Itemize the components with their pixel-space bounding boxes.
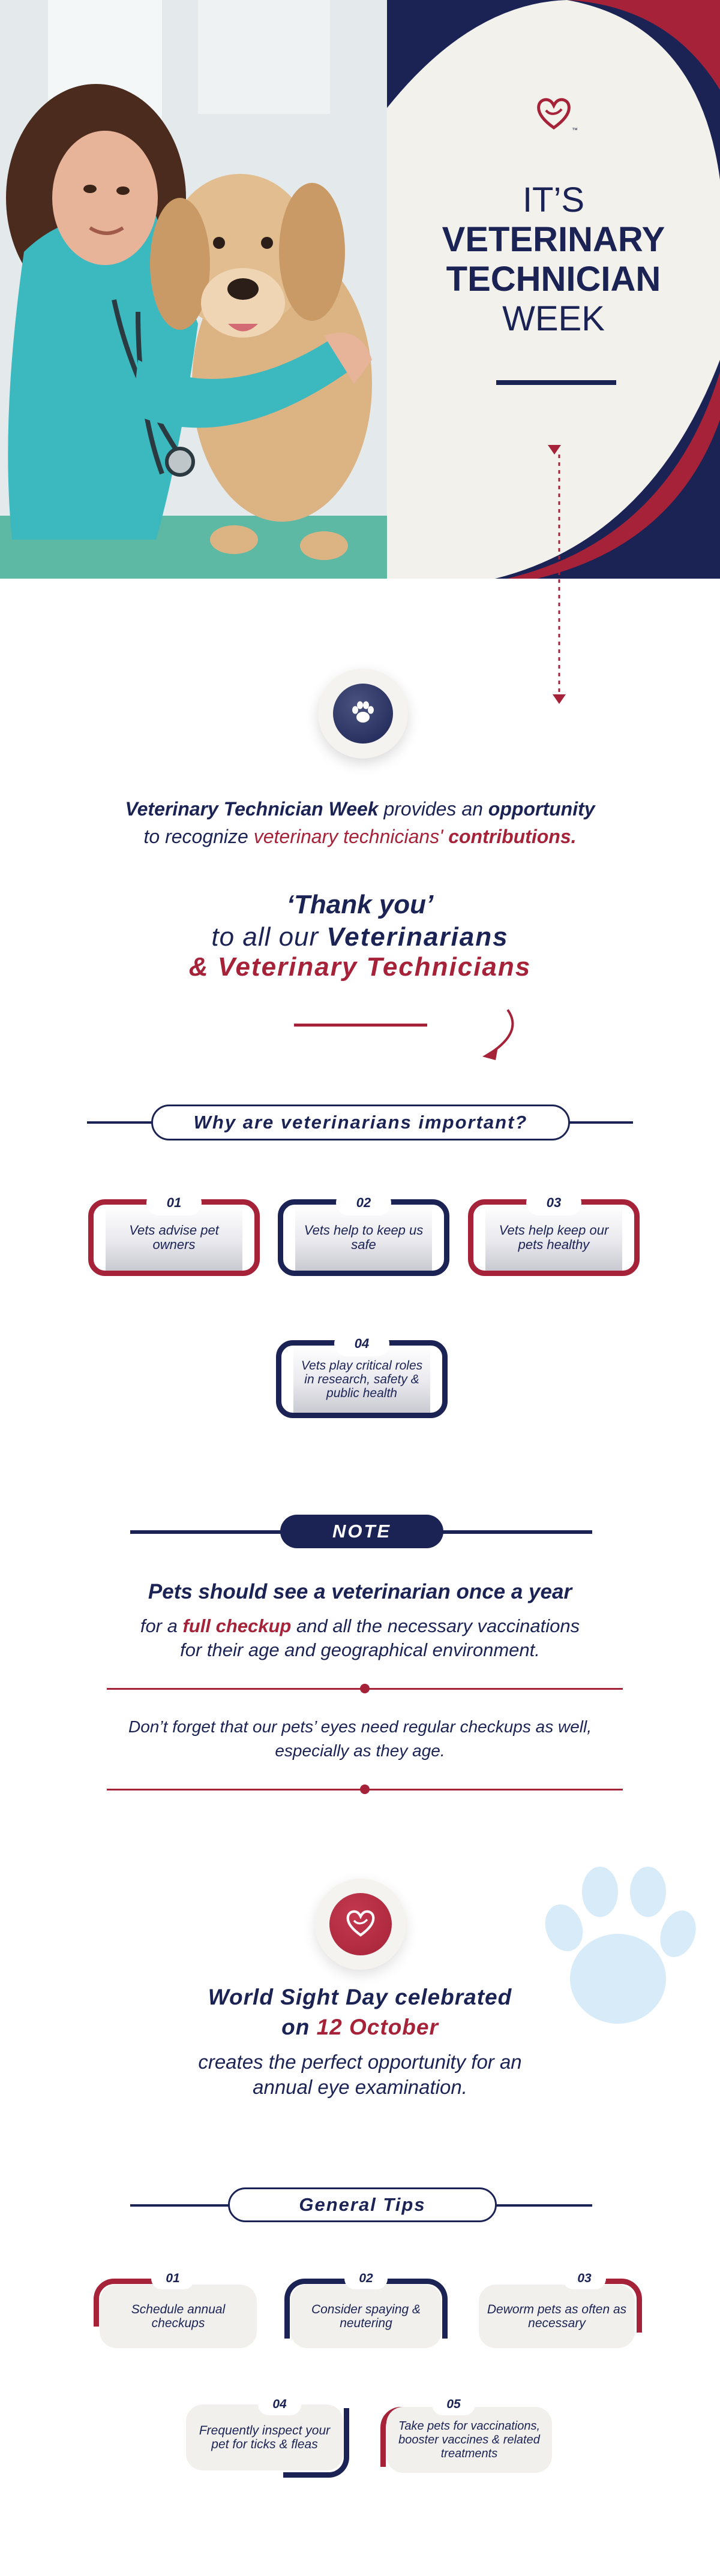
why-card-03 <box>468 1195 640 1276</box>
sight-description: creates the perfect opportunity for an annual eye examination. <box>198 2051 522 2098</box>
veterinarians-text: Veterinarians <box>326 922 509 952</box>
sight-on: on <box>281 2015 317 2039</box>
intro-text-a: provides an <box>378 798 488 820</box>
tip-text: Consider spaying & neutering <box>290 2285 442 2348</box>
hero-banner <box>0 0 720 579</box>
why-card-number: 03 <box>526 1190 581 1215</box>
intro-technicians: veterinary technicians' <box>253 826 443 847</box>
thanks-to-vets <box>60 922 660 952</box>
intro-text-b: to recognize <box>143 826 254 847</box>
tip-text: Schedule annual checkups <box>100 2285 257 2348</box>
red-divider <box>294 1024 427 1027</box>
why-card-04 <box>276 1336 448 1418</box>
vet-with-dog-illustration <box>0 0 387 579</box>
tip-number: 03 <box>563 2268 606 2289</box>
why-card-text: Vets help keep our pets healthy <box>485 1205 622 1271</box>
sight-line-2 <box>60 2015 660 2040</box>
heart-logo-icon <box>535 95 572 132</box>
note-badge: NOTE <box>280 1515 443 1548</box>
why-card-text: Vets help to keep us safe <box>295 1205 432 1271</box>
hero-title-technician: TECHNICIAN <box>446 260 661 299</box>
tip-number: 04 <box>258 2394 301 2415</box>
tip-05 <box>384 2397 547 2474</box>
why-card-02 <box>278 1195 449 1276</box>
tip-text: Frequently inspect your pet for ticks & fleas <box>186 2405 343 2470</box>
note-headline: Pets should see a veterinarian once a year <box>148 1580 572 1603</box>
tips-title: General Tips <box>228 2187 497 2222</box>
triangle-down-icon <box>548 445 561 455</box>
tip-number: 05 <box>432 2394 475 2415</box>
dashed-connector <box>552 455 566 706</box>
why-card-01 <box>88 1195 260 1276</box>
note-vaccinations: necessary vaccinations <box>387 1615 580 1636</box>
thanks-to-techs: & Veterinary Technicians <box>188 952 532 982</box>
tip-text: Deworm pets as often as necessary <box>479 2285 635 2348</box>
paw-print-decoration <box>540 1859 696 2039</box>
why-title: Why are veterinarians important? <box>151 1105 570 1140</box>
tip-03 <box>479 2271 642 2348</box>
thank-you-heading: ‘Thank you’ <box>286 890 434 919</box>
trademark-mark: ™ <box>572 127 578 134</box>
divider-dot <box>360 1784 370 1794</box>
tip-02 <box>284 2271 448 2348</box>
note-text-c: for their age and geographical environment. <box>180 1639 540 1660</box>
divider-dot <box>360 1684 370 1693</box>
why-card-number: 01 <box>146 1190 202 1215</box>
tip-number: 01 <box>151 2268 194 2289</box>
intro-contributions: contributions. <box>443 826 577 847</box>
sight-line-1: World Sight Day celebrated <box>208 1985 512 2009</box>
heart-logo-icon <box>345 1907 376 1939</box>
hero-title-week: WEEK <box>502 299 605 338</box>
tip-04 <box>186 2397 349 2474</box>
tip-number: 02 <box>344 2268 388 2289</box>
why-card-number: 04 <box>334 1331 389 1356</box>
paw-badge <box>318 669 408 759</box>
curved-arrow-icon <box>480 1007 522 1061</box>
intro-vtw: Veterinary Technician Week <box>125 798 379 820</box>
note-text-a: for a <box>140 1615 183 1636</box>
hero-photo <box>0 0 387 579</box>
why-card-text: Vets advise pet owners <box>106 1205 242 1271</box>
tip-01 <box>94 2271 257 2348</box>
note-full-checkup: full checkup <box>182 1615 292 1636</box>
title-underline <box>496 380 616 385</box>
sight-date: 12 October <box>316 2015 439 2039</box>
intro-paragraph <box>60 795 660 850</box>
note-body <box>60 1614 660 1662</box>
hero-title-veterinary: VETERINARY <box>442 220 665 259</box>
paw-icon <box>350 699 376 726</box>
to-all-text: to all our <box>211 922 327 952</box>
why-card-number: 02 <box>336 1190 391 1215</box>
note-eyes-text: Don’t forget that our pets’ eyes need regular checkups as well, especially as they age. <box>128 1717 592 1760</box>
why-card-text: Vets play critical roles in research, safety & public health <box>293 1346 430 1413</box>
intro-opportunity: opportunity <box>488 798 595 820</box>
note-text-b: and all the <box>291 1615 388 1636</box>
hero-title-its: IT’S <box>522 180 585 219</box>
sight-badge <box>315 1879 406 1970</box>
tip-text: Take pets for vaccinations, booster vaccines & related treatments <box>386 2407 552 2473</box>
